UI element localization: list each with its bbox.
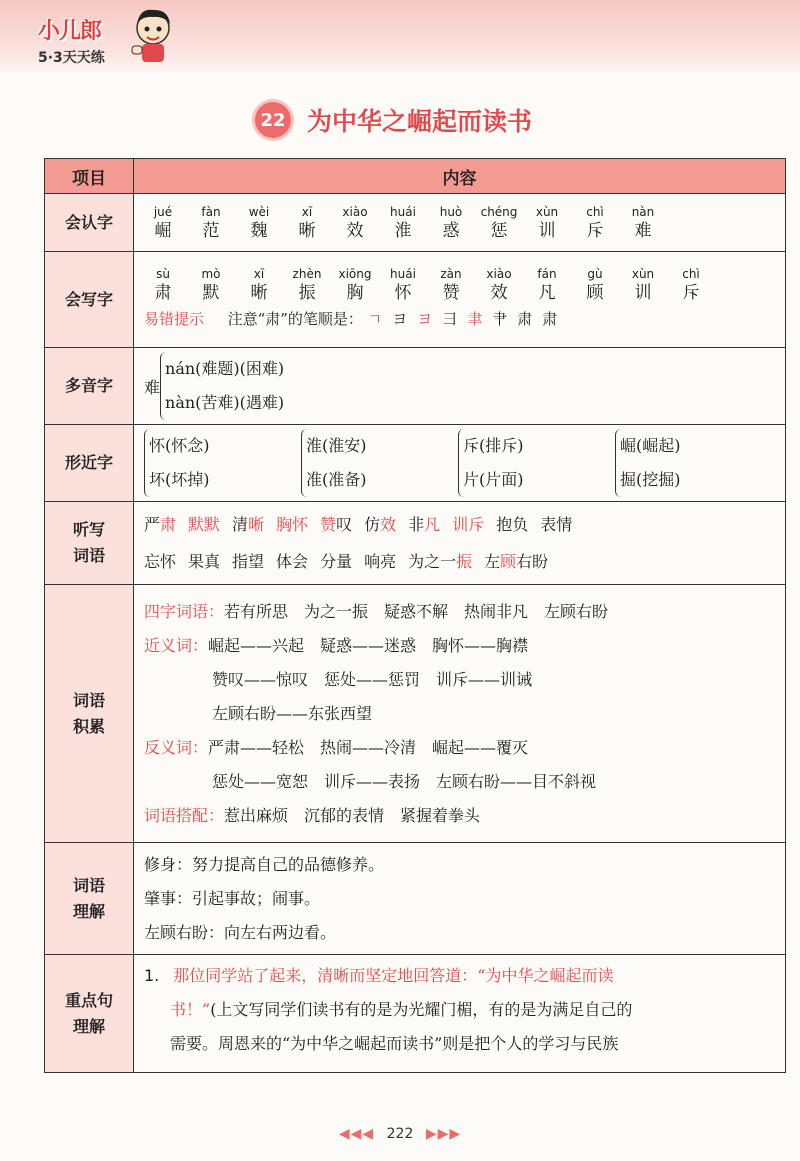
row-label [45,955,134,1073]
pinyin: xiōng [338,266,372,281]
similar-a: 崛(崛起) [620,436,681,455]
hanzi: 晰 [250,282,268,303]
word-part: 忘怀 [144,552,177,571]
hanzi: 晰 [298,220,316,241]
word-part: 严 [144,515,161,534]
similar-a: 怀(怀念) [149,436,210,455]
char-list [144,266,775,304]
prev-arrows-icon: ◀◀◀ [338,1126,375,1142]
hanzi: 训 [634,282,652,303]
word-part: 晰 [248,515,265,534]
understand-content [134,843,786,955]
label-line-2: 理解 [72,901,105,921]
label-line-2: 积累 [72,716,105,736]
stroke-step: 肃 [542,309,558,328]
hanzi: 肃 [154,282,172,303]
word-part: 右盼 [516,552,549,571]
hanzi: 赞 [442,282,460,303]
dictation-word [232,515,264,534]
polyphone-content [134,348,786,425]
char-item [336,204,374,242]
char-item [480,204,518,242]
key-quote-2: 书！” [170,1000,211,1019]
definition-2: 肇事：引起事故；闹事。 [144,888,321,908]
ant-label: 反义词： [144,737,209,757]
table-header [45,159,786,194]
label-line-1: 词语 [72,875,105,895]
item-number: 1. [144,966,160,985]
study-table [44,158,786,1073]
word-part: 非 [408,515,425,534]
brand-logo [38,14,105,67]
stroke-order [368,310,568,328]
brand-name: 小儿郎 [38,19,102,44]
row-label: 多音字 [45,348,134,425]
write-content [134,252,786,348]
char-item [528,266,566,304]
hanzi: 范 [202,220,220,241]
label-line-2: 理解 [72,1016,105,1036]
page-number: 222 [386,1126,414,1142]
similar-pair [615,429,760,497]
char-item [240,204,278,242]
syn-label: 近义词： [144,635,209,655]
lesson-number-badge: 22 [255,102,291,138]
similar-b: 片(片面) [463,470,524,489]
similar-groups [144,429,775,497]
reading-2: nàn(苦难)(遇难) [165,393,285,412]
dictation-word [496,515,528,534]
char-item [576,204,614,242]
pinyin: jué [153,204,173,219]
hanzi: 惑 [442,220,460,241]
char-item [192,204,230,242]
syn-line-2: 赞叹——惊叹 惩处——惩罚 训斥——训诫 [212,669,533,689]
pinyin: chì [682,266,700,281]
brand-subtitle: 5·3天天练 [38,50,105,66]
char-list [144,204,775,242]
word-part: 振 [456,552,473,571]
word-part: 指望 [232,552,265,571]
word-part: 胸怀 [276,515,309,534]
polyphone-group [144,352,775,420]
dictation-word [276,515,308,534]
hanzi: 魏 [250,220,268,241]
four-text: 若有所思 为之一振 疑惑不解 热闹非凡 左顾右盼 [224,601,609,621]
col-text: 惹出麻烦 沉郁的表情 紧握着拳头 [224,805,481,825]
dictation-line [144,506,775,543]
row-label: 形近字 [45,425,134,502]
dictation-word [364,515,396,534]
stroke-step: 肃 [517,309,533,328]
hanzi: 默 [202,282,220,303]
pinyin: huái [390,204,416,219]
pinyin: chéng [480,204,518,219]
pinyin: sù [156,266,170,281]
accumulate-content [134,585,786,843]
definition-1: 修身：努力提高自己的品德修养。 [144,854,385,874]
lesson-title: 为中华之崛起而读书 [307,107,533,136]
char-item [672,266,710,304]
four-label: 四字词语： [144,601,225,621]
similar-content [134,425,786,502]
synonyms [144,629,775,663]
stroke-step: ⺕ [442,309,458,328]
recognize-content [134,194,786,252]
top-banner [0,0,800,72]
boy-mascot-icon [130,6,176,66]
char-item [432,266,470,304]
similar-b: 坏(坏掉) [149,470,210,489]
hanzi: 淮 [394,220,412,241]
word-part: 分量 [320,552,353,571]
hanzi: 难 [634,220,652,241]
similar-pair [144,429,289,497]
pinyin: fàn [201,204,221,219]
word-part: 叹 [336,515,353,534]
pinyin: xiào [342,204,368,219]
row-similar [45,425,786,502]
similar-pair [301,429,446,497]
row-label [45,502,134,585]
char-item [528,204,566,242]
similar-b: 掘(挖掘) [620,470,681,489]
hanzi: 顾 [586,282,604,303]
stroke-step: ヨ [392,309,408,328]
dictation-word [144,515,176,534]
char-item [384,204,422,242]
key-line-2 [144,993,775,1027]
label-line-1: 听写 [72,520,105,539]
tip-label: 易错提示 [144,309,205,328]
pinyin: wèi [248,204,270,219]
hanzi: 效 [346,220,364,241]
row-key-sentence [45,955,786,1073]
char-item [240,266,278,304]
pinyin: xī [253,266,265,281]
page-footer [0,1126,800,1142]
hanzi: 训 [538,220,556,241]
key-explain-1: (上文写同学们读书有的是为光耀门楣，有的是为满足自己的 [210,1000,633,1019]
row-understand [45,843,786,955]
row-recognize [45,194,786,252]
dictation-line [144,543,775,580]
label-line-1: 词语 [72,690,105,710]
definition-3: 左顾右盼：向左右两边看。 [144,922,337,942]
ant-line-2: 惩处——宽恕 训斥——表扬 左顾右盼——目不斜视 [212,771,597,791]
word-part: 抱负 [496,515,529,534]
key-quote-1: 那位同学站了起来，清晰而坚定地回答道：“为中华之崛起而读 [173,966,614,985]
char-item [384,266,422,304]
dictation-word [364,552,396,571]
label-line-1: 重点句 [64,990,113,1010]
tip-text: 注意“肃”的笔顺是： [227,309,363,328]
reading-brace [160,352,284,420]
pinyin: xī [301,204,313,219]
dictation-word [276,552,308,571]
similar-pair [458,429,603,497]
stroke-step: 聿 [467,309,483,328]
pinyin: zhèn [292,266,322,281]
word-part: 赞 [320,515,337,534]
polyphone-char: 难 [144,377,161,397]
hanzi: 怀 [394,282,412,303]
syn-line-1: 崛起——兴起 疑惑——迷惑 胸怀——胸襟 [208,635,529,655]
dictation-word [232,552,264,571]
hanzi: 凡 [538,282,556,303]
row-dictation [45,502,786,585]
pinyin: nàn [631,204,655,219]
word-part: 效 [380,515,397,534]
header-item: 项目 [45,159,134,194]
pinyin: xùn [631,266,655,281]
syn-line-3: 左顾右盼——东张西望 [212,703,373,723]
word-part: 果真 [188,552,221,571]
word-part: 顾 [500,552,517,571]
pinyin: mò [201,266,221,281]
dictation-word [452,515,484,534]
header-content: 内容 [134,159,786,194]
row-label [45,585,134,843]
four-char-words [144,595,775,629]
stroke-step: ヨ [417,309,433,328]
char-item [192,266,230,304]
char-item [576,266,614,304]
hanzi: 斥 [586,220,604,241]
similar-a: 斥(排斥) [463,436,524,455]
row-label: 会写字 [45,252,134,348]
char-item [432,204,470,242]
word-part: 响亮 [364,552,397,571]
row-polyphone [45,348,786,425]
char-item [144,204,182,242]
similar-b: 准(准备) [306,470,367,489]
key-line-1 [144,959,775,993]
word-part: 仿 [364,515,381,534]
stroke-step: ㄱ [367,309,383,328]
hanzi: 效 [490,282,508,303]
next-arrows-icon: ▶▶▶ [425,1126,462,1142]
reading-1: nán(难题)(困难) [165,359,285,378]
word-part: 为之一 [408,552,457,571]
pinyin: zàn [440,266,462,281]
row-label [45,843,134,955]
dictation-word [408,552,472,571]
char-item [624,204,662,242]
dictation-word [320,552,352,571]
dictation-word [144,552,176,571]
col-label: 词语搭配： [144,805,225,825]
dictation-word [188,552,220,571]
char-item [480,266,518,304]
pinyin: chì [586,204,604,219]
key-line-3: 需要。周恩来的“为中华之崛起而读书”则是把个人的学习与民族 [170,1034,619,1053]
pinyin: fán [537,266,557,281]
word-part: 默默 [188,515,221,534]
collocations [144,799,775,833]
stroke-tip [144,304,775,334]
dictation-word [188,515,220,534]
char-item [144,266,182,304]
row-label: 会认字 [45,194,134,252]
char-item [624,266,662,304]
hanzi: 崛 [154,220,172,241]
word-part: 体会 [276,552,309,571]
antonyms [144,731,775,765]
hanzi: 胸 [346,282,364,303]
char-item [288,204,326,242]
dictation-word [540,515,572,534]
dictation-word [408,515,440,534]
row-accumulate [45,585,786,843]
word-part: 左 [484,552,501,571]
pinyin: gù [587,266,603,281]
hanzi: 斥 [682,282,700,303]
key-content [134,955,786,1073]
pinyin: xiào [486,266,512,281]
hanzi: 振 [298,282,316,303]
pinyin: huái [390,266,416,281]
hanzi: 惩 [490,220,508,241]
pinyin: huò [439,204,463,219]
dictation-content [134,502,786,585]
word-part: 凡 [424,515,441,534]
char-item [336,266,374,304]
char-item [288,266,326,304]
word-part: 训斥 [452,515,485,534]
lesson-title-bar [255,100,532,140]
dictation-word [320,515,352,534]
word-part: 清 [232,515,249,534]
label-line-2: 词语 [72,546,105,565]
word-part: 肃 [160,515,177,534]
similar-a: 淮(淮安) [306,436,367,455]
dictation-word [484,552,548,571]
row-write [45,252,786,348]
word-part: 表情 [540,515,573,534]
pinyin: xùn [535,204,559,219]
stroke-step: 肀 [492,309,508,328]
ant-line-1: 严肃——轻松 热闹——冷清 崛起——覆灭 [208,737,529,757]
